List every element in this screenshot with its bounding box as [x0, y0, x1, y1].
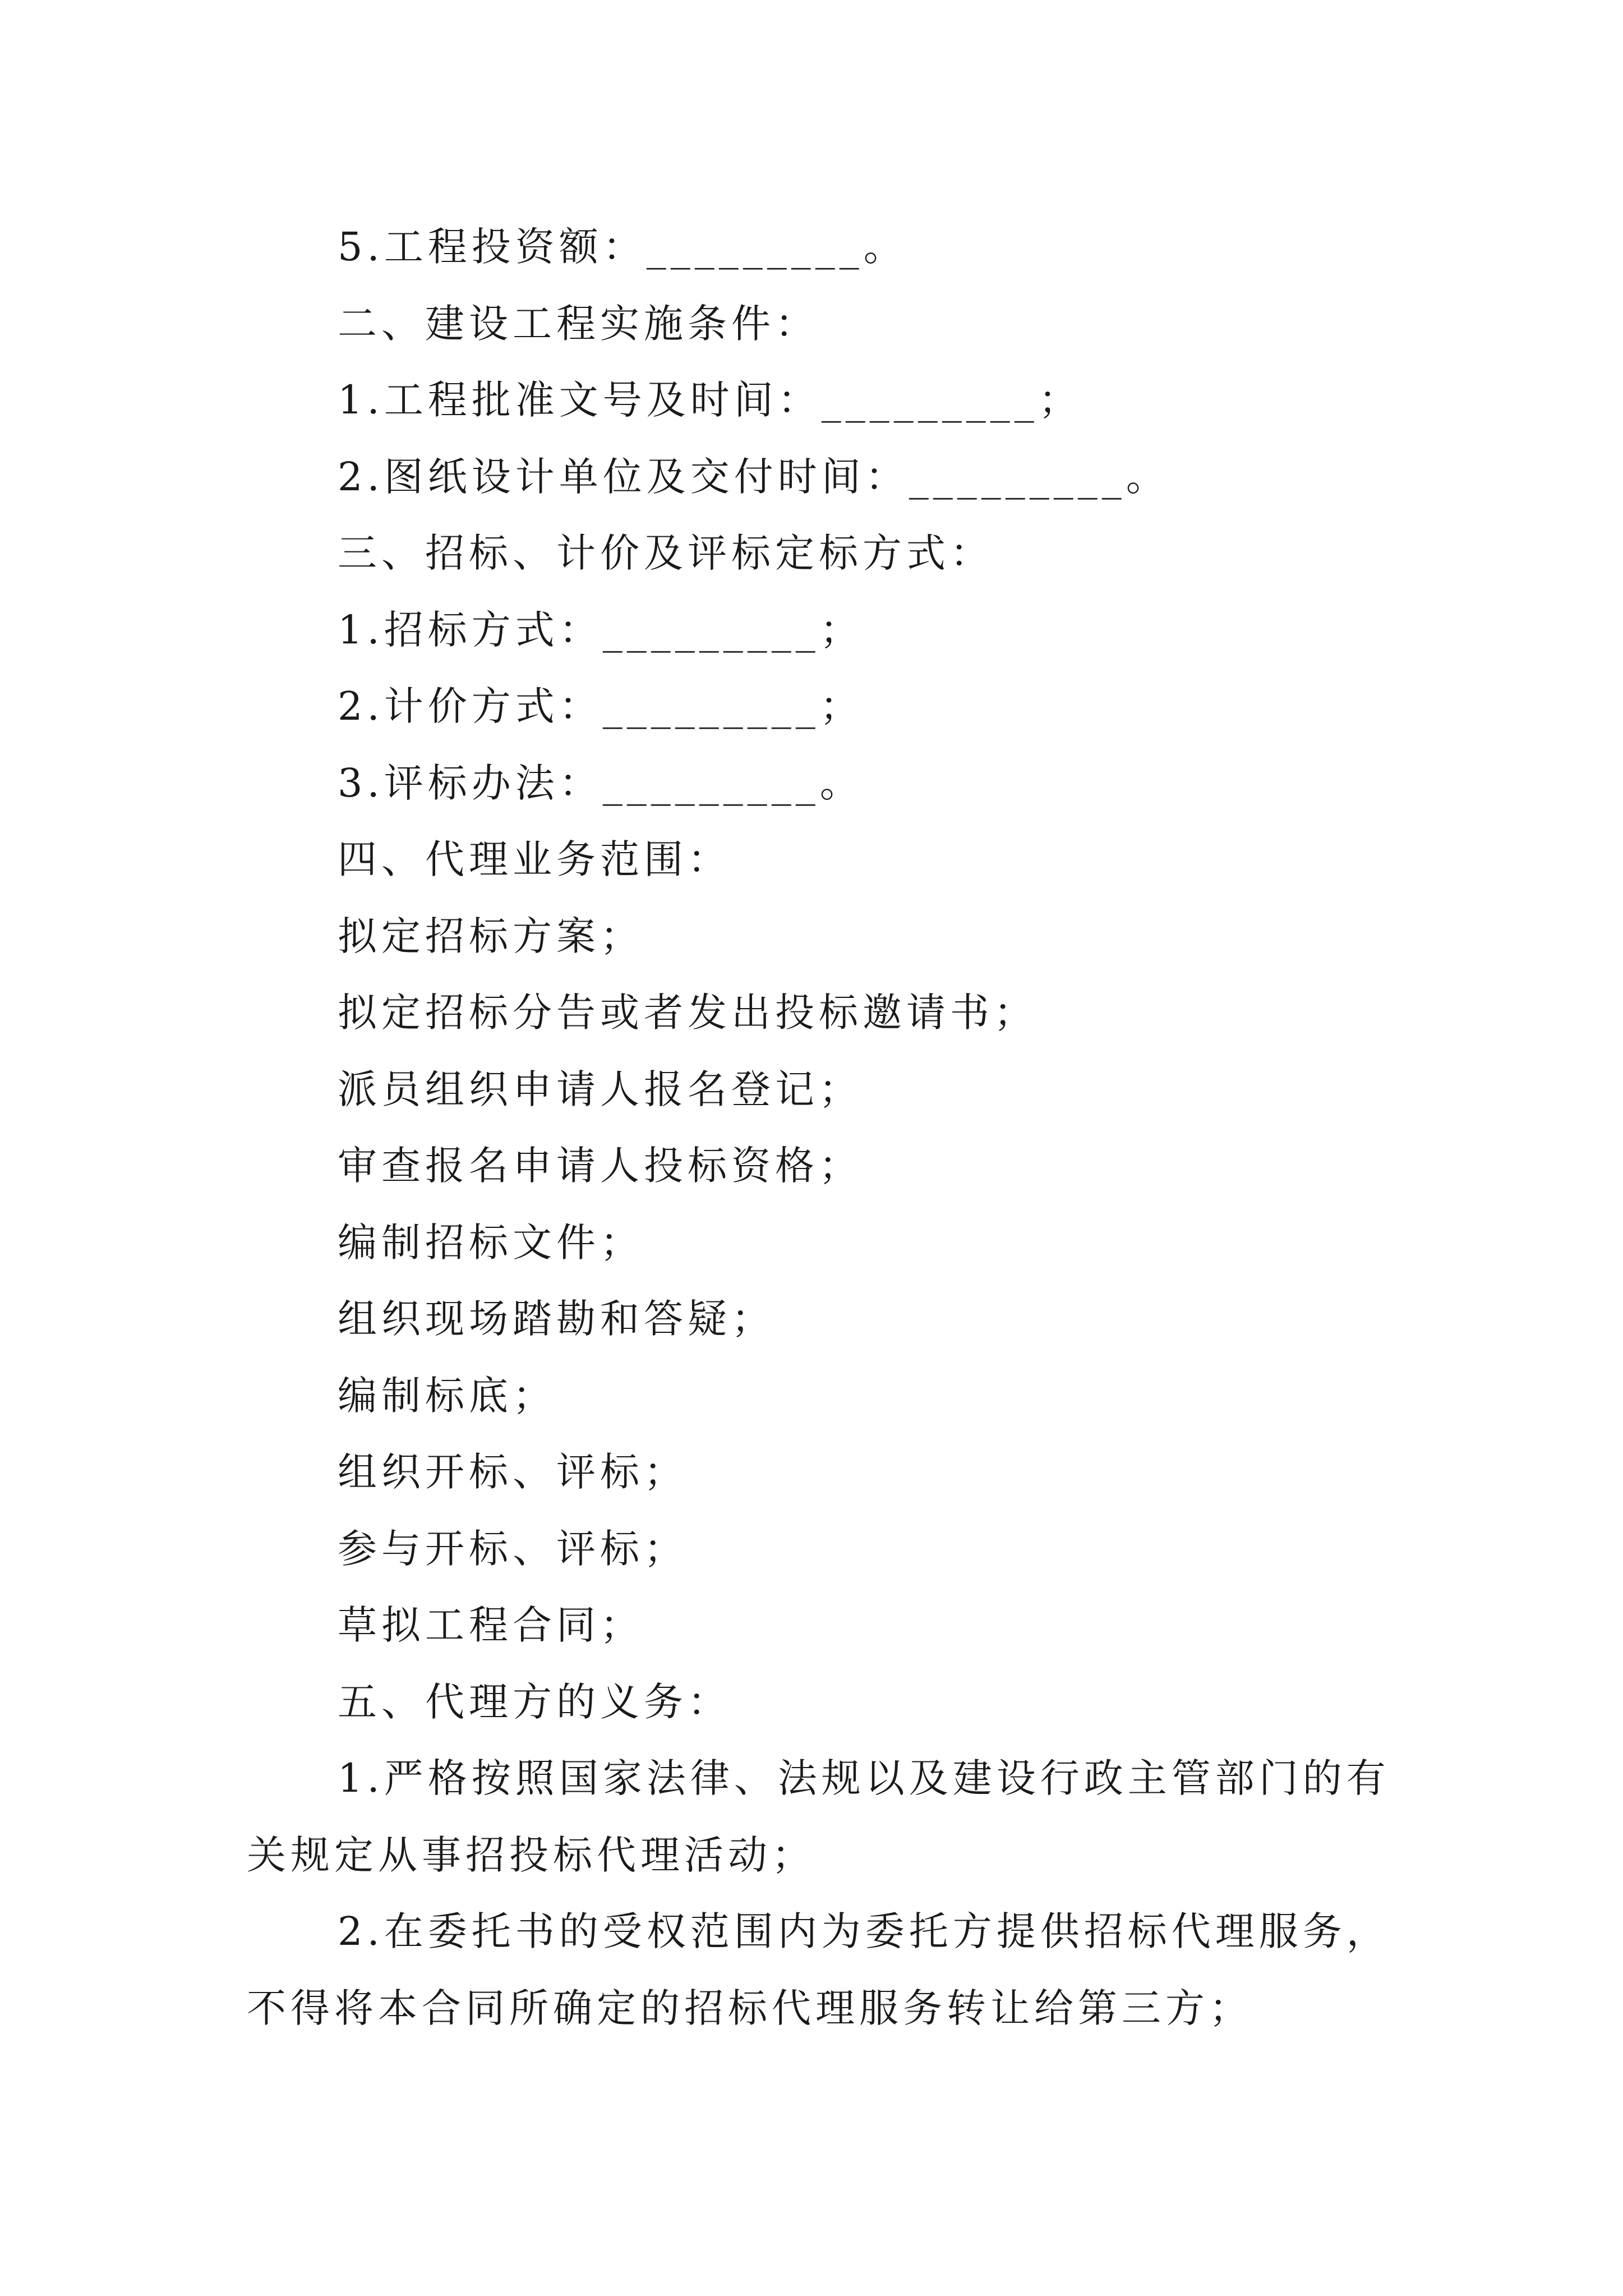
document-body: [247, 209, 1391, 2046]
list-item: 派员组织申请人报名登记；: [338, 1066, 863, 1112]
list-item: 编制标底；: [338, 1372, 556, 1419]
paragraph-line: 1.严格按照国家法律、法规以及建设行政主管部门的有: [338, 1755, 1390, 1801]
text-line: 2.计价方式：_________；: [338, 683, 864, 729]
paragraph-line: 不得将本合同所确定的招标代理服务转让给第三方；: [247, 1985, 1253, 2031]
list-item: 审查报名申请人投标资格；: [338, 1143, 863, 1189]
text-line: 1.工程批准文号及时间：_________；: [338, 377, 1082, 423]
list-item: 参与开标、评标；: [338, 1525, 688, 1572]
section-heading: 四、代理业务范围：: [338, 836, 731, 882]
section-heading: 三、招标、计价及评标定标方式：: [338, 530, 994, 576]
list-item: 草拟工程合同；: [338, 1602, 644, 1648]
section-heading: 五、代理方的义务：: [338, 1678, 731, 1725]
text-line: 5.工程投资额：_________。: [338, 224, 907, 270]
list-item: 组织开标、评标；: [338, 1449, 688, 1495]
list-item: 拟定招标分告或者发出投标邀请书；: [338, 990, 1038, 1036]
text-line: 2.图纸设计单位及交付时间：_________。: [338, 453, 1170, 500]
list-item: 拟定招标方案；: [338, 913, 644, 959]
paragraph-line: 关规定从事招投标代理活动；: [247, 1832, 815, 1878]
text-line: 1.招标方式：_________；: [338, 606, 864, 653]
list-item: 组织现场踏勘和答疑；: [338, 1296, 775, 1342]
text-line: 3.评标办法：_________。: [338, 760, 864, 806]
list-item: 编制招标文件；: [338, 1219, 644, 1266]
section-heading: 二、建设工程实施条件：: [338, 300, 819, 347]
paragraph-line: 2.在委托书的受权范围内为委托方提供招标代理服务，: [338, 1908, 1390, 1954]
